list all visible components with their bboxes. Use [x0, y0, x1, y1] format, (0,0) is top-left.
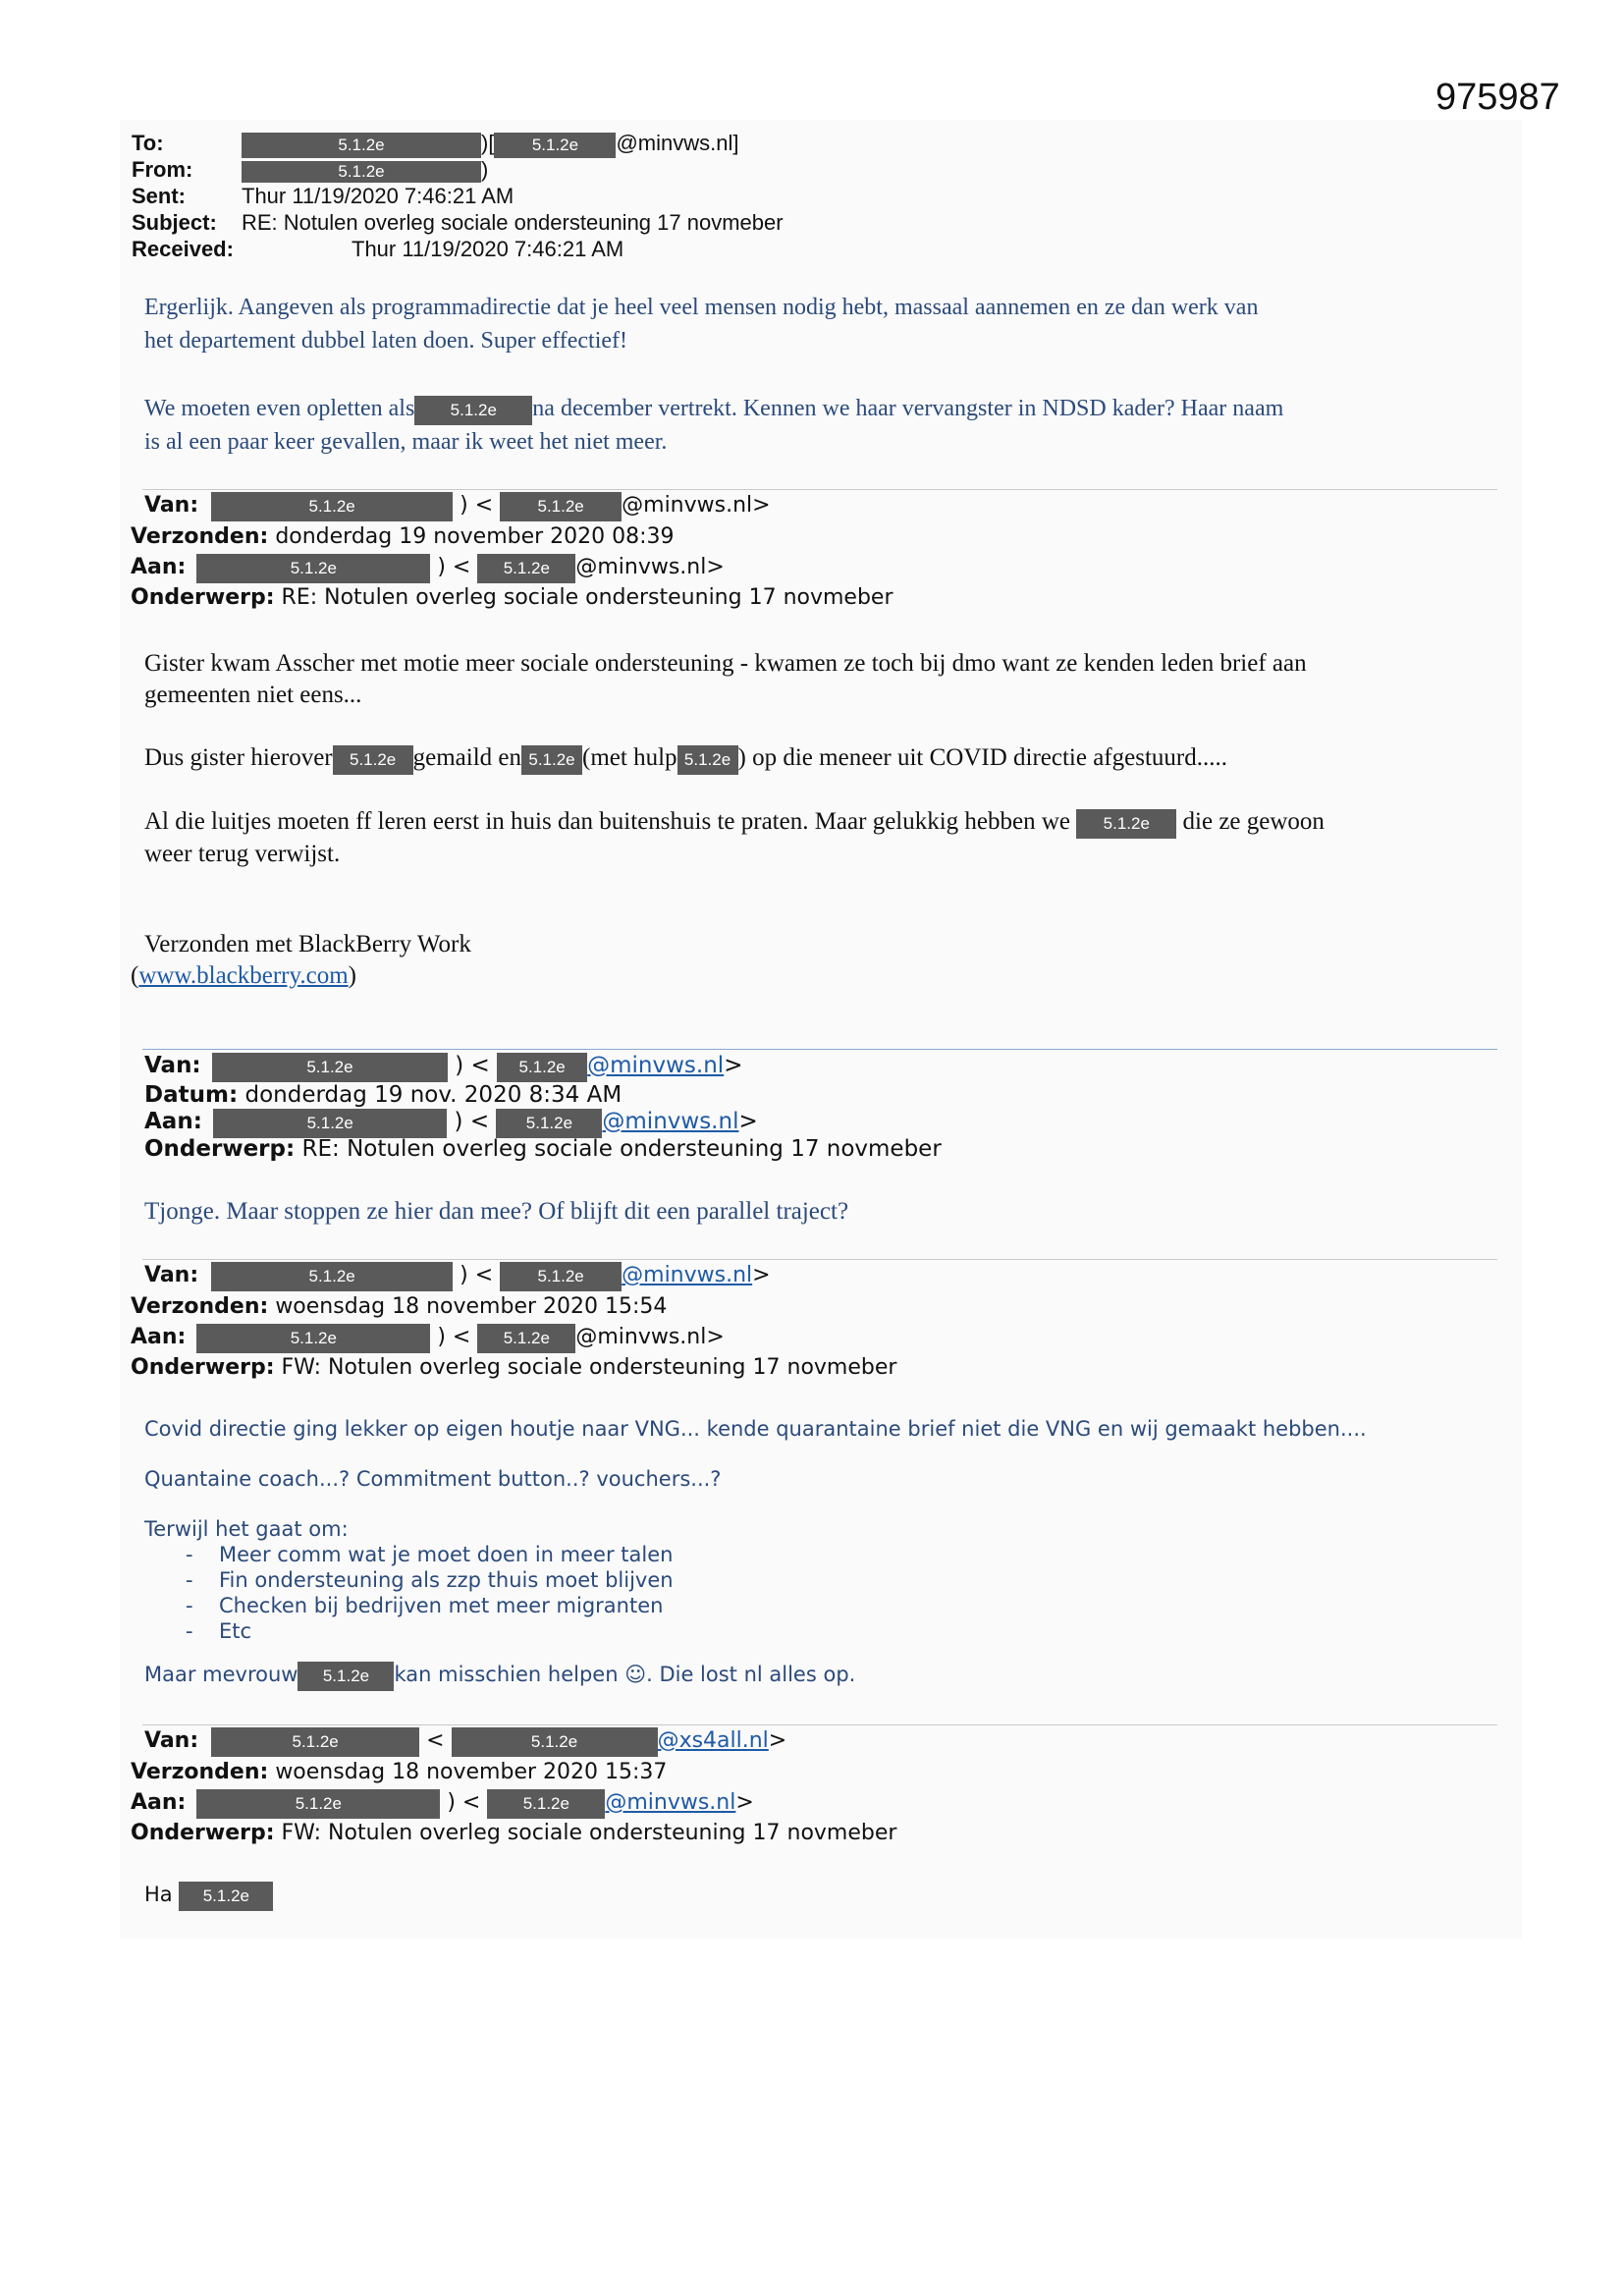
onderwerp-line: [131, 1353, 896, 1383]
text-line: is al een paar keer gevallen, maar ik weet het niet meer.: [144, 429, 668, 455]
redaction: 5.1.2e: [212, 1053, 448, 1082]
greeting-text: Ha: [144, 1883, 173, 1906]
text-line: het departement dubbel laten doen. Super effectief!: [144, 328, 628, 354]
message-1-body: [144, 291, 1283, 459]
aan-label: Aan:: [131, 1325, 187, 1349]
verzonden-value: woensdag 18 november 2020 15:37: [275, 1760, 668, 1784]
verzonden-label: Verzonden:: [131, 1294, 269, 1319]
van-domain-link[interactable]: @minvws.nl: [587, 1053, 725, 1078]
text-line: Dus gister hierover 5.1.2e gemaild en 5.1.2e (met hulp 5.1.2e ) op die meneer uit COVID directie afgestuurd.....: [144, 742, 1325, 775]
redaction: 5.1.2e: [196, 1324, 430, 1353]
aan-label: Aan:: [131, 555, 187, 579]
redaction: 5.1.2e: [494, 133, 616, 158]
text-line: Quantaine coach...? Commitment button..? vouchers...?: [144, 1467, 722, 1491]
van-label: Van:: [144, 493, 199, 518]
van-line: Van: 5.1.2e < 5.1.2e @xs4all.nl>: [144, 1726, 786, 1757]
redaction: 5.1.2e: [487, 1789, 605, 1819]
van-domain-link[interactable]: @xs4all.nl: [657, 1728, 769, 1753]
van-label: Van:: [144, 1053, 201, 1078]
divider: [142, 1049, 1497, 1050]
aan-domain-link[interactable]: @minvws.nl: [602, 1109, 739, 1134]
list-item: - Fin ondersteuning als zzp thuis moet blijven: [186, 1567, 1367, 1593]
list-item: - Meer comm wat je moet doen in meer talen: [186, 1542, 1367, 1567]
redaction: 5.1.2e: [477, 554, 575, 583]
text-line: weer terug verwijst.: [144, 841, 341, 867]
redaction: 5.1.2e: [497, 1053, 587, 1082]
onderwerp-value: FW: Notulen overleg sociale ondersteuning 17 novmeber: [281, 1821, 897, 1845]
text-line: We moeten even opletten als 5.1.2e na december vertrekt. Kennen we haar vervangster in NDSD kader? Haar naam: [144, 392, 1283, 425]
signature: [144, 929, 471, 960]
verzonden-label: Verzonden:: [131, 524, 269, 549]
blackberry-link[interactable]: www.blackberry.com: [138, 962, 349, 989]
text-line: Al die luitjes moeten ff leren eerst in huis dan buitenshuis te praten. Maar gelukkig hebben we 5.1.2e die ze gewoon: [144, 806, 1325, 839]
verzonden-line: [131, 1292, 667, 1322]
van-label: Van:: [144, 1263, 199, 1287]
onderwerp-line: [131, 1819, 896, 1848]
signature-text: Verzonden met BlackBerry Work: [144, 931, 471, 957]
onderwerp-line: [131, 583, 893, 613]
text-line: Terwijl het gaat om:: [144, 1517, 349, 1541]
redaction: 5.1.2e: [500, 492, 622, 521]
van-line: Van: 5.1.2e ) < 5.1.2e @minvws.nl>: [144, 1261, 771, 1291]
onderwerp-value: RE: Notulen overleg sociale ondersteuning 17 novmeber: [301, 1136, 942, 1162]
redaction: 5.1.2e: [452, 1727, 658, 1757]
aan-line: Aan: 5.1.2e ) < 5.1.2e @minvws.nl>: [131, 553, 725, 583]
redaction: 5.1.2e: [1076, 809, 1176, 839]
list-item: - Etc: [186, 1618, 1367, 1644]
sent-label: Sent:: [132, 184, 186, 208]
received-value: Thur 11/19/2020 7:46:21 AM: [352, 237, 624, 261]
onderwerp-label: Onderwerp:: [144, 1136, 296, 1162]
message-3-body: Tjonge. Maar stoppen ze hier dan mee? Of blijft dit een parallel traject?: [144, 1198, 849, 1225]
van-domain: @minvws.nl>: [622, 493, 771, 518]
aan-line: Aan: 5.1.2e ) < 5.1.2e @minvws.nl>: [131, 1323, 725, 1353]
to-value: 5.1.2e )[ 5.1.2e @minvws.nl]: [242, 130, 738, 158]
verzonden-value: donderdag 19 november 2020 08:39: [275, 524, 675, 549]
redaction: 5.1.2e: [213, 1109, 447, 1138]
sent-value: Thur 11/19/2020 7:46:21 AM: [242, 184, 514, 208]
divider: [142, 1724, 1497, 1725]
text-line: Maar mevrouw 5.1.2e kan misschien helpen ☺. Die lost nl alles op.: [144, 1662, 1367, 1691]
subject-label: Subject:: [132, 210, 217, 235]
van-line: Van: 5.1.2e ) < 5.1.2e @minvws.nl>: [144, 491, 771, 521]
redaction: 5.1.2e: [211, 1727, 419, 1757]
message-2-body: [144, 648, 1325, 870]
list-item: - Checken bij bedrijven met meer migranten: [186, 1593, 1367, 1618]
aan-label: Aan:: [144, 1109, 202, 1134]
redaction: 5.1.2e: [242, 133, 481, 158]
bullet-list: [186, 1542, 1367, 1644]
onderwerp-label: Onderwerp:: [131, 585, 275, 610]
divider: [142, 489, 1497, 490]
van-label: Van:: [144, 1728, 199, 1753]
document-number: 975987: [1435, 77, 1560, 118]
verzonden-label: Verzonden:: [131, 1760, 269, 1784]
redaction: 5.1.2e: [677, 745, 738, 775]
aan-line: Aan: 5.1.2e ) < 5.1.2e @minvws.nl>: [144, 1107, 758, 1138]
van-line: Van: 5.1.2e ) < 5.1.2e @minvws.nl>: [144, 1051, 742, 1082]
datum-line: [144, 1080, 622, 1110]
datum-label: Datum:: [144, 1082, 239, 1108]
received-label: Received:: [132, 237, 234, 261]
datum-value: donderdag 19 nov. 2020 8:34 AM: [244, 1082, 623, 1108]
redaction: 5.1.2e: [298, 1662, 394, 1691]
subject-value: RE: Notulen overleg sociale ondersteuning 17 novmeber: [242, 210, 784, 235]
from-label: From:: [132, 157, 193, 182]
aan-label: Aan:: [131, 1790, 187, 1815]
text-line: Gister kwam Asscher met motie meer sociale ondersteuning - kwamen ze toch bij dmo want ze kenden leden brief aan: [144, 650, 1307, 677]
to-domain: @minvws.nl]: [616, 131, 739, 155]
redaction: 5.1.2e: [196, 1789, 440, 1819]
redaction: 5.1.2e: [521, 745, 582, 775]
redaction: 5.1.2e: [496, 1109, 602, 1138]
message-5-greeting: [144, 1880, 273, 1911]
aan-domain: @minvws.nl>: [575, 555, 725, 579]
signature-link-line: (www.blackberry.com): [131, 962, 356, 989]
redaction: 5.1.2e: [242, 161, 481, 183]
text-line: gemeenten niet eens...: [144, 682, 362, 708]
onderwerp-line: [144, 1134, 942, 1164]
onderwerp-value: FW: Notulen overleg sociale ondersteuning 17 novmeber: [281, 1355, 897, 1380]
email-header: [120, 130, 905, 267]
redaction: 5.1.2e: [179, 1882, 273, 1911]
message-4-body: [144, 1416, 1367, 1691]
to-label: To:: [132, 131, 164, 155]
text-line: Ergerlijk. Aangeven als programmadirectie dat je heel veel mensen nodig hebt, massaal aannemen en ze dan werk van: [144, 295, 1259, 320]
onderwerp-label: Onderwerp:: [131, 1355, 275, 1380]
aan-line: Aan: 5.1.2e ) < 5.1.2e @minvws.nl>: [131, 1788, 754, 1819]
redaction: 5.1.2e: [211, 1262, 453, 1291]
onderwerp-value: RE: Notulen overleg sociale ondersteuning 17 novmeber: [281, 585, 893, 610]
divider: [142, 1259, 1497, 1260]
redaction: 5.1.2e: [500, 1262, 622, 1291]
from-value: 5.1.2e ): [242, 156, 488, 183]
onderwerp-label: Onderwerp:: [131, 1821, 275, 1845]
redaction: 5.1.2e: [196, 554, 430, 583]
aan-domain: @minvws.nl>: [575, 1325, 725, 1349]
verzonden-line: [131, 522, 675, 552]
text-line: Covid directie ging lekker op eigen houtje naar VNG... kende quarantaine brief niet die VNG en wij gemaakt hebben....: [144, 1417, 1367, 1441]
verzonden-line: [131, 1758, 667, 1787]
redaction: 5.1.2e: [414, 396, 532, 425]
redaction: 5.1.2e: [211, 492, 453, 521]
redaction: 5.1.2e: [333, 745, 413, 775]
verzonden-value: woensdag 18 november 2020 15:54: [275, 1294, 668, 1319]
aan-domain-link[interactable]: @minvws.nl: [605, 1790, 736, 1815]
van-domain-link[interactable]: @minvws.nl: [622, 1263, 753, 1287]
redaction: 5.1.2e: [477, 1324, 575, 1353]
